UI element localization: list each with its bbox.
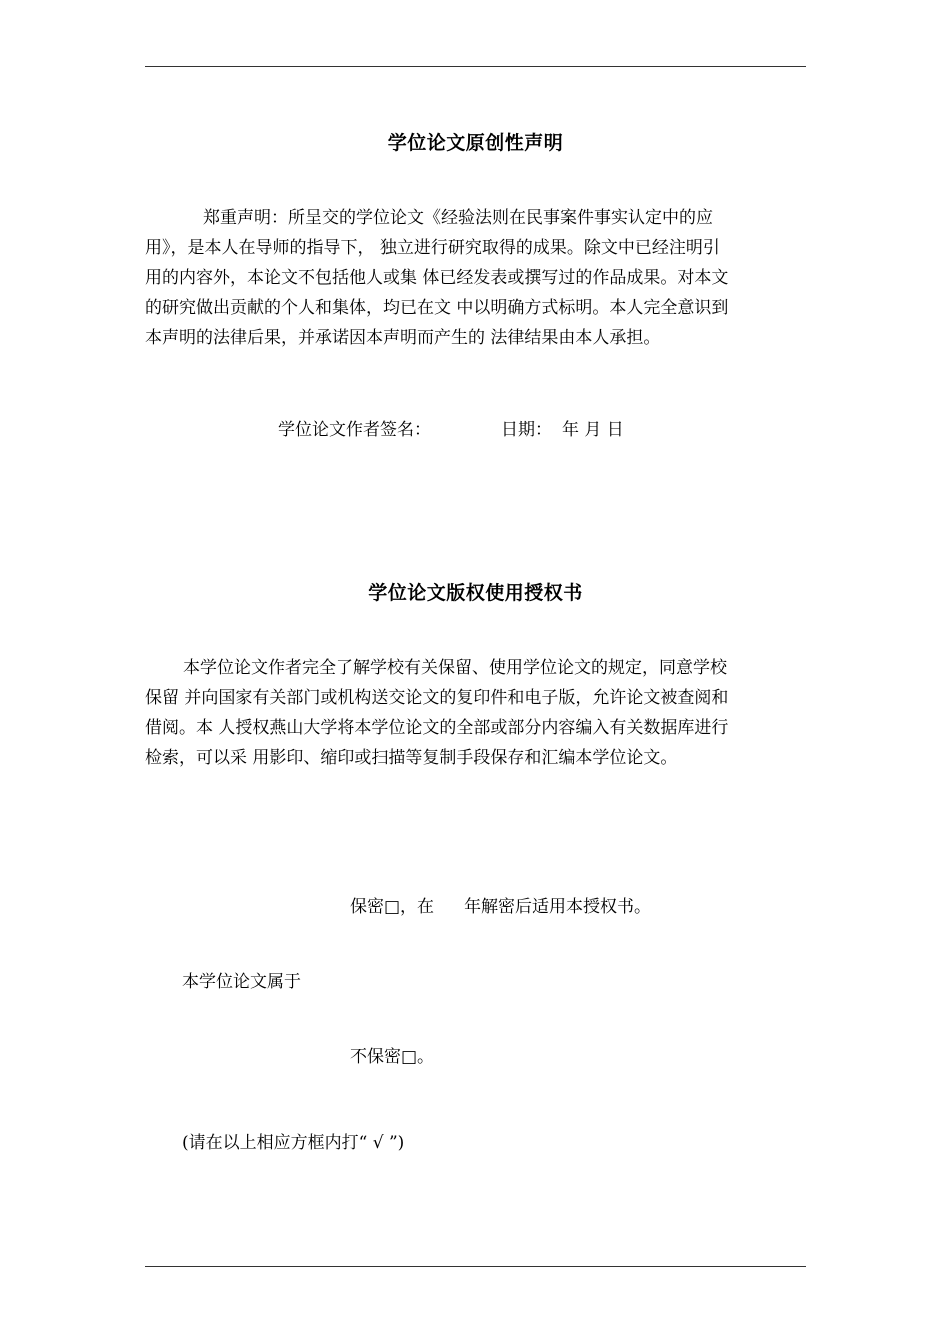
- authorization-title: 学位论文版权使用授权书: [368, 582, 583, 604]
- authorization-line: 检索，可以采 用影印、缩印或扫描等复制手段保存和汇编本学位论文。: [145, 748, 678, 768]
- top-rule: [145, 66, 806, 67]
- authorization-body: [145, 653, 806, 773]
- secret-suffix: 年解密后适用本授权书。: [464, 897, 652, 917]
- checkbox-note: (请在以上相应方框内打“ √ ”): [182, 1133, 405, 1153]
- declaration-body: [145, 203, 806, 353]
- authorization-line: 保留 并向国家有关部门或机构送交论文的复印件和电子版，允许论文被查阅和: [145, 688, 729, 708]
- date-label: 日期：: [501, 420, 552, 440]
- not-secret-option: 不保密□。: [350, 1047, 435, 1067]
- declaration-line: 用的内容外，本论文不包括他人或集 体已经发表或撰写过的作品成果。对本文: [145, 268, 729, 288]
- bottom-rule: [145, 1266, 806, 1267]
- secret-prefix: 保密□，在: [350, 897, 435, 917]
- declaration-line: 本声明的法律后果，并承诺因本声明而产生的 法律结果由本人承担。: [145, 328, 661, 348]
- authorization-line: 本学位论文作者完全了解学校有关保留、使用学位论文的规定，同意学校: [183, 658, 727, 678]
- date-units: 年 月 日: [562, 420, 624, 440]
- declaration-title: 学位论文原创性声明: [387, 132, 564, 154]
- signature-label: 学位论文作者签名：: [278, 420, 431, 440]
- declaration-line: 郑重声明：所呈交的学位论文《经验法则在民事案件事实认定中的应: [203, 208, 713, 228]
- declaration-line: 用》，是本人在导师的指导下， 独立进行研究取得的成果。除文中已经注明引: [145, 238, 720, 258]
- belongs-label: 本学位论文属于: [182, 972, 301, 992]
- authorization-line: 借阅。本 人授权燕山大学将本学位论文的全部或部分内容编入有关数据库进行: [145, 718, 729, 738]
- declaration-line: 的研究做出贡献的个人和集体，均已在文 中以明确方式标明。本人完全意识到: [145, 298, 729, 318]
- signature-row: [278, 415, 624, 440]
- secret-option: [350, 892, 651, 917]
